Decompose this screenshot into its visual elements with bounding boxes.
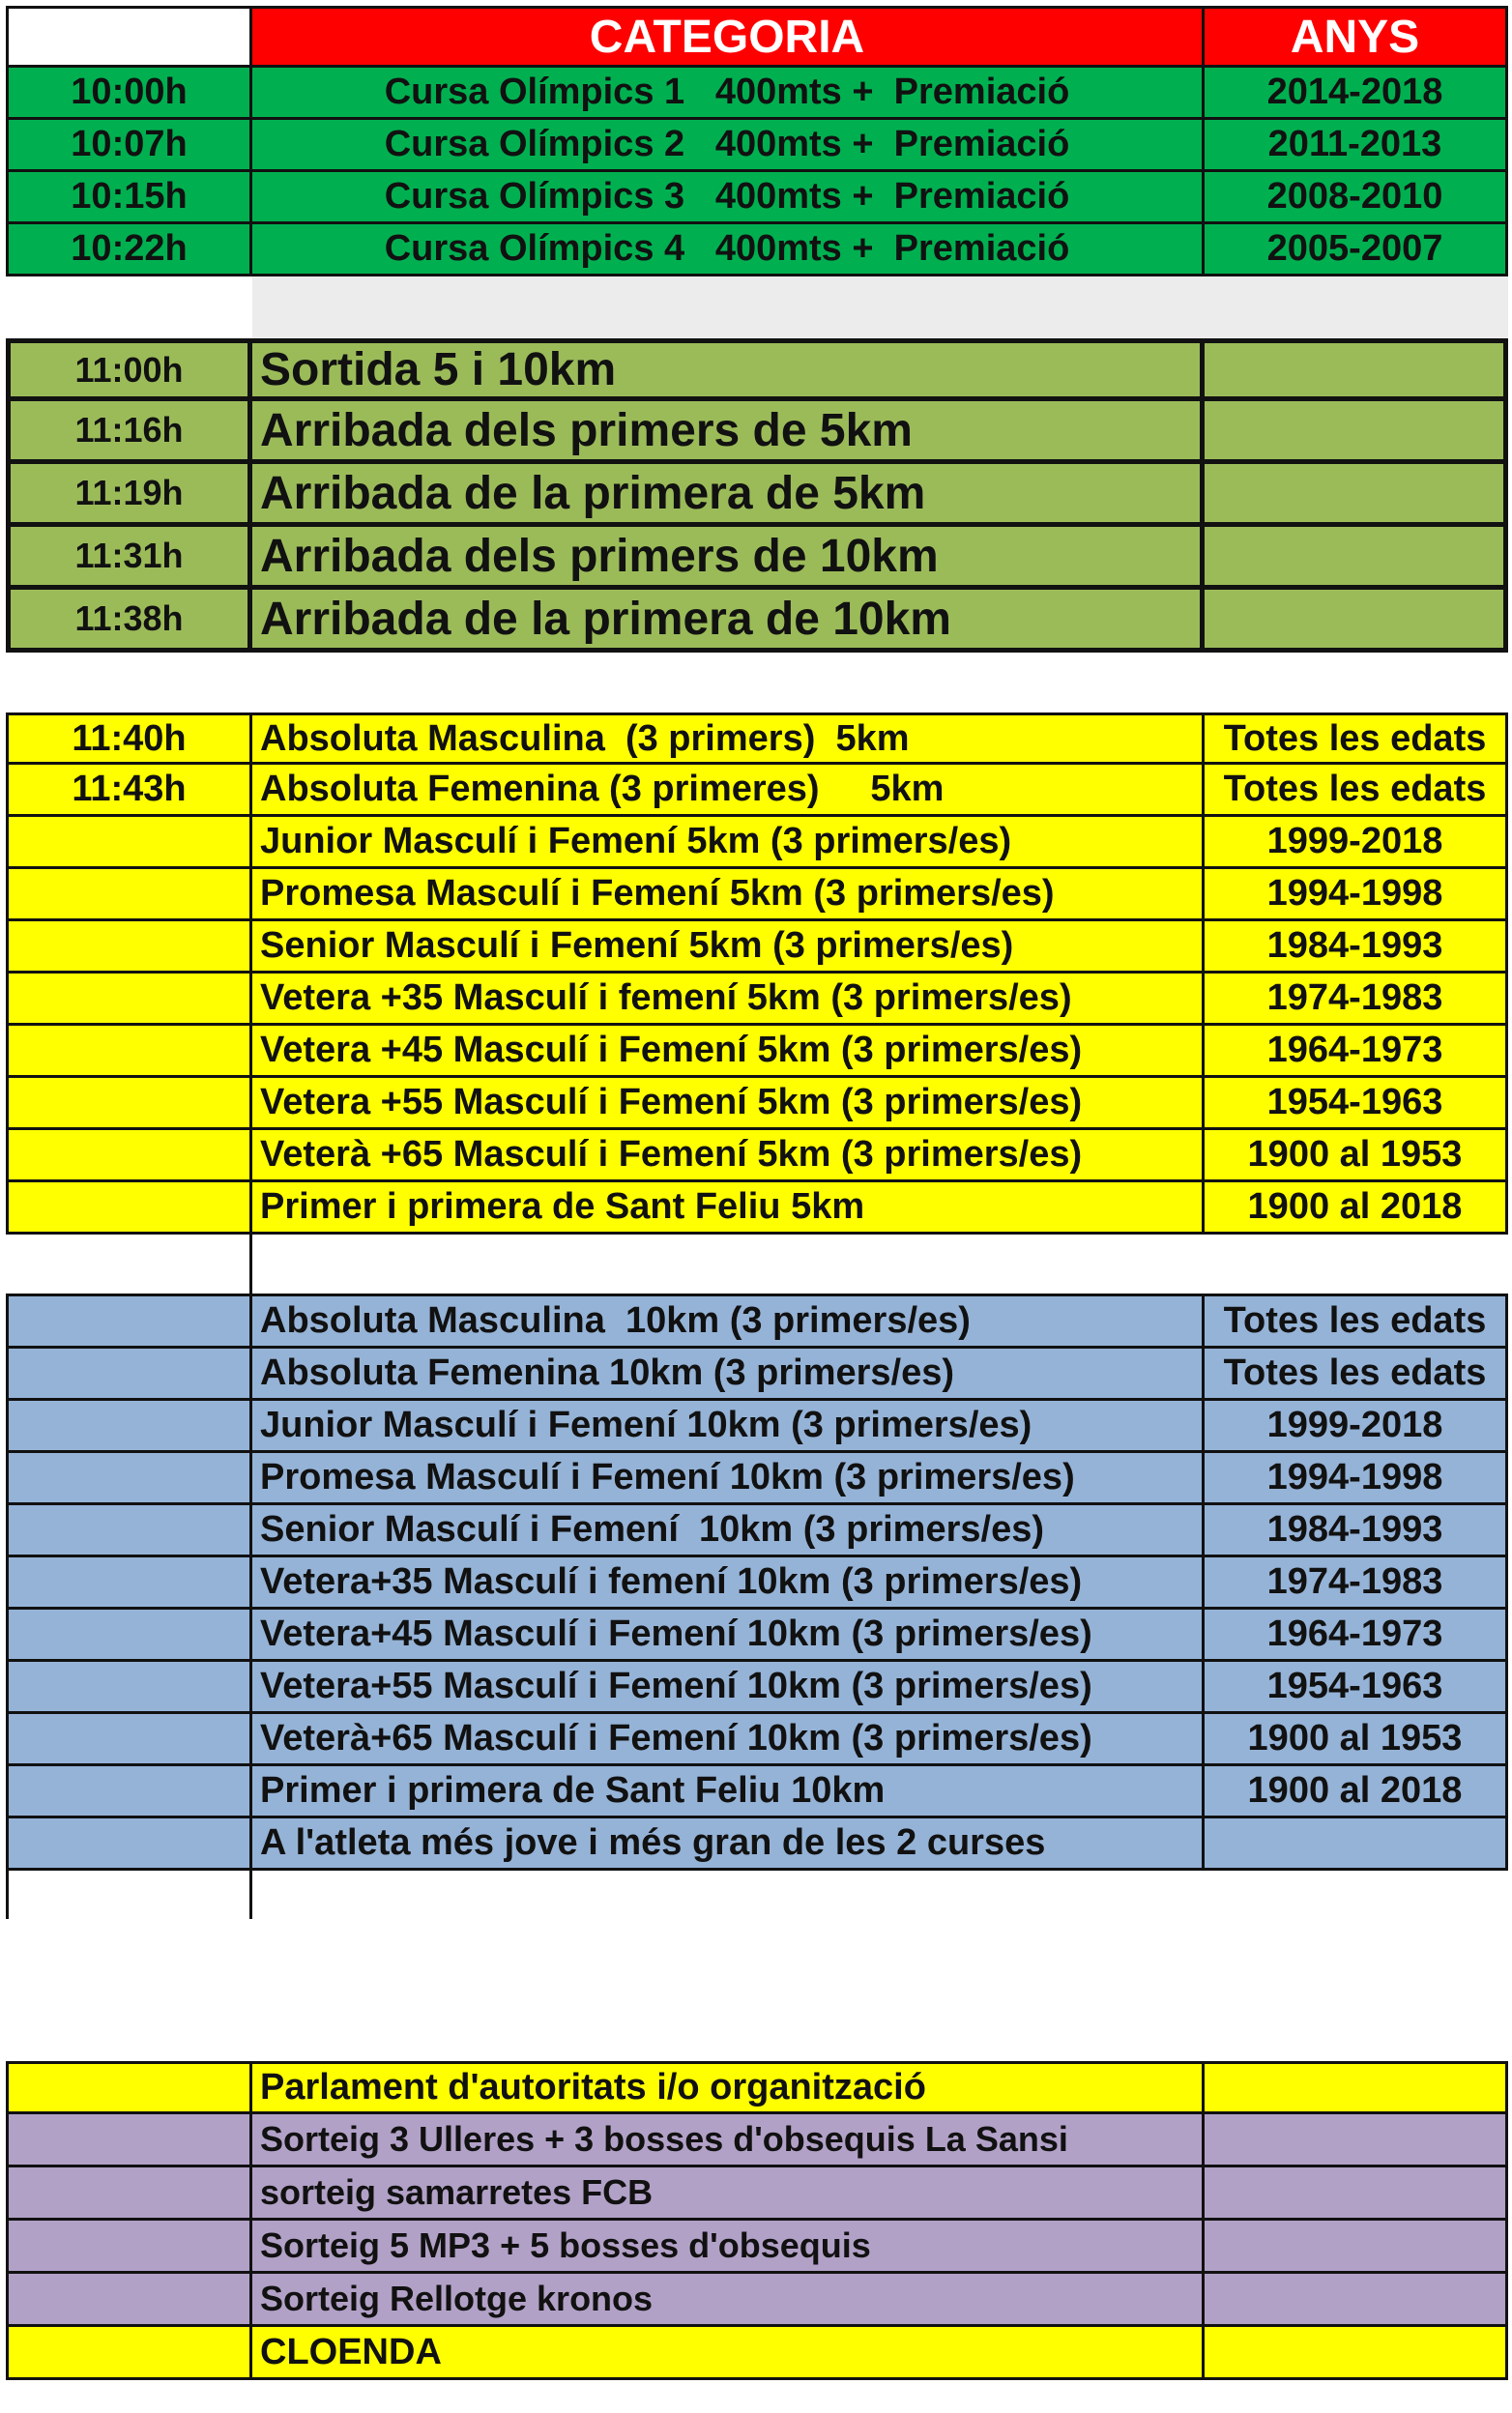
years-cell: 1900 al 2018 <box>1205 1182 1508 1232</box>
header-row <box>6 6 1508 68</box>
empty-cell <box>1205 2064 1508 2111</box>
time-cell <box>6 1296 252 1346</box>
years-cell: 2011-2013 <box>1205 120 1508 169</box>
time-cell <box>6 974 252 1023</box>
category-cell: Absoluta Masculina (3 primers) 5km <box>252 715 1205 762</box>
time-cell <box>6 1401 252 1450</box>
time-cell <box>6 1662 252 1711</box>
years-cell: 1999-2018 <box>1205 817 1508 866</box>
category-cell: Absoluta Masculina 10km (3 primers/es) <box>252 1296 1205 1346</box>
divider-line <box>6 1871 9 1919</box>
time-cell: 10:22h <box>6 224 252 274</box>
time-cell: 11:40h <box>6 715 252 762</box>
section-gap <box>6 1871 1508 1919</box>
divider-line <box>249 1871 252 1919</box>
event-cell: Sortida 5 i 10km <box>252 343 1205 396</box>
time-cell <box>6 1349 252 1398</box>
closing-row <box>6 2221 1508 2274</box>
years-cell: 1900 al 1953 <box>1205 1130 1508 1179</box>
empty-cell <box>1205 527 1508 585</box>
empty-cell <box>1205 2221 1508 2271</box>
time-cell: 10:15h <box>6 172 252 221</box>
category-cell: Vetera +55 Masculí i Femení 5km (3 primers/es) <box>252 1078 1205 1127</box>
award-5km-row <box>6 1130 1508 1182</box>
years-cell: Totes les edats <box>1205 765 1508 814</box>
award-10km-row <box>6 1610 1508 1662</box>
time-cell <box>6 1078 252 1127</box>
category-cell: Promesa Masculí i Femení 5km (3 primers/es) <box>252 869 1205 918</box>
years-cell: Totes les edats <box>1205 1296 1508 1346</box>
time-cell <box>6 2064 252 2111</box>
award-10km-row <box>6 1662 1508 1714</box>
time-cell <box>6 1766 252 1816</box>
years-cell: 1900 al 2018 <box>1205 1766 1508 1816</box>
time-cell <box>6 1130 252 1179</box>
award-10km-row <box>6 1505 1508 1557</box>
time-cell <box>6 1453 252 1502</box>
time-cell <box>6 1610 252 1659</box>
award-5km-row <box>6 921 1508 974</box>
years-cell: 1984-1993 <box>1205 1505 1508 1555</box>
empty-cell <box>1205 464 1508 522</box>
event-cell: Arribada de la primera de 10km <box>252 590 1205 648</box>
award-10km-row <box>6 1714 1508 1766</box>
years-cell: 1900 al 1953 <box>1205 1714 1508 1763</box>
years-cell: 1964-1973 <box>1205 1026 1508 1075</box>
spacer-row <box>6 1235 1508 1296</box>
award-10km-row <box>6 1401 1508 1453</box>
time-cell: 11:16h <box>6 401 252 459</box>
years-cell: 1994-1998 <box>1205 1453 1508 1502</box>
empty-cell <box>1205 401 1508 459</box>
award-5km-row <box>6 869 1508 921</box>
award-5km-row <box>6 1026 1508 1078</box>
closing-row <box>6 2327 1508 2380</box>
event-cell: Arribada dels primers de 5km <box>252 401 1205 459</box>
category-cell: Vetera +35 Masculí i femení 5km (3 primers/es) <box>252 974 1205 1023</box>
olympic-row <box>6 172 1508 224</box>
header-years: ANYS <box>1205 9 1508 65</box>
years-cell: 1994-1998 <box>1205 869 1508 918</box>
category-cell: Cursa Olímpics 2 400mts + Premiació <box>252 120 1205 169</box>
years-cell: 1974-1983 <box>1205 974 1508 1023</box>
closing-item: Sorteig 3 Ulleres + 3 bosses d'obsequis La Sansi <box>252 2114 1205 2165</box>
years-cell: 2005-2007 <box>1205 224 1508 274</box>
main-race-row <box>6 338 1508 401</box>
category-cell: A l'atleta més jove i més gran de les 2 curses <box>252 1818 1205 1868</box>
closing-row <box>6 2167 1508 2221</box>
category-cell: Vetera+35 Masculí i femení 10km (3 primers/es) <box>252 1557 1205 1607</box>
award-5km-row <box>6 1182 1508 1235</box>
header-category: CATEGORIA <box>252 9 1205 65</box>
category-cell: Vetera+45 Masculí i Femení 10km (3 primers/es) <box>252 1610 1205 1659</box>
empty-cell <box>1205 590 1508 648</box>
award-10km-row <box>6 1349 1508 1401</box>
years-cell: 2014-2018 <box>1205 68 1508 117</box>
time-cell <box>6 2114 252 2165</box>
event-cell: Arribada de la primera de 5km <box>252 464 1205 522</box>
time-cell: 11:19h <box>6 464 252 522</box>
time-cell: 11:43h <box>6 765 252 814</box>
section-gap <box>6 1919 1508 2061</box>
time-cell <box>6 1557 252 1607</box>
schedule-table <box>6 6 1508 2380</box>
award-5km-row <box>6 712 1508 765</box>
section-gap <box>6 653 1508 712</box>
empty-cell <box>1205 2114 1508 2165</box>
time-cell: 10:00h <box>6 68 252 117</box>
olympic-row <box>6 120 1508 172</box>
time-cell <box>6 817 252 866</box>
empty-cell <box>1205 2274 1508 2324</box>
category-cell: Vetera+55 Masculí i Femení 10km (3 primers/es) <box>252 1662 1205 1711</box>
category-cell: Veterà+65 Masculí i Femení 10km (3 primers/es) <box>252 1714 1205 1763</box>
time-cell <box>6 2274 252 2324</box>
years-cell: 1964-1973 <box>1205 1610 1508 1659</box>
time-cell <box>6 1182 252 1232</box>
award-5km-row <box>6 1078 1508 1130</box>
category-cell: Absoluta Femenina (3 primeres) 5km <box>252 765 1205 814</box>
category-cell: Junior Masculí i Femení 5km (3 primers/es) <box>252 817 1205 866</box>
time-cell: 10:07h <box>6 120 252 169</box>
category-cell: Veterà +65 Masculí i Femení 5km (3 primers/es) <box>252 1130 1205 1179</box>
time-cell <box>6 1505 252 1555</box>
main-race-row <box>6 590 1508 653</box>
category-cell: Cursa Olímpics 1 400mts + Premiació <box>252 68 1205 117</box>
main-race-row <box>6 464 1508 527</box>
category-cell: Cursa Olímpics 4 400mts + Premiació <box>252 224 1205 274</box>
category-cell: Junior Masculí i Femení 10km (3 primers/es) <box>252 1401 1205 1450</box>
time-cell <box>6 1026 252 1075</box>
time-cell <box>6 2221 252 2271</box>
years-cell: Totes les edats <box>1205 1349 1508 1398</box>
years-cell: 1954-1963 <box>1205 1078 1508 1127</box>
award-5km-row <box>6 765 1508 817</box>
empty-cell <box>1205 343 1508 396</box>
closing-item: CLOENDA <box>252 2327 1205 2377</box>
time-cell <box>6 2167 252 2218</box>
main-race-row <box>6 527 1508 590</box>
award-10km-row <box>6 1818 1508 1871</box>
category-cell: Cursa Olímpics 3 400mts + Premiació <box>252 172 1205 221</box>
closing-row <box>6 2061 1508 2114</box>
time-cell <box>6 1818 252 1868</box>
years-cell <box>1205 1818 1508 1868</box>
award-10km-row <box>6 1453 1508 1505</box>
time-cell: 11:31h <box>6 527 252 585</box>
years-cell: Totes les edats <box>1205 715 1508 762</box>
category-cell: Promesa Masculí i Femení 10km (3 primers/es) <box>252 1453 1205 1502</box>
closing-item: Parlament d'autoritats i/o organització <box>252 2064 1205 2111</box>
category-cell: Primer i primera de Sant Feliu 10km <box>252 1766 1205 1816</box>
category-cell: Primer i primera de Sant Feliu 5km <box>252 1182 1205 1232</box>
award-5km-row <box>6 974 1508 1026</box>
time-cell <box>6 1714 252 1763</box>
time-cell: 11:00h <box>6 343 252 396</box>
years-cell: 1984-1993 <box>1205 921 1508 971</box>
closing-item: Sorteig 5 MP3 + 5 bosses d'obsequis <box>252 2221 1205 2271</box>
time-cell <box>6 2327 252 2377</box>
award-10km-row <box>6 1766 1508 1818</box>
years-cell: 2008-2010 <box>1205 172 1508 221</box>
category-cell: Senior Masculí i Femení 5km (3 primers/es) <box>252 921 1205 971</box>
spacer-cell <box>6 1235 252 1294</box>
award-5km-row <box>6 817 1508 869</box>
award-10km-row <box>6 1296 1508 1349</box>
olympic-row <box>6 68 1508 120</box>
closing-item: Sorteig Rellotge kronos <box>252 2274 1205 2324</box>
empty-cell <box>1205 2167 1508 2218</box>
olympic-row <box>6 224 1508 276</box>
gap-shade <box>252 276 1508 338</box>
main-race-row <box>6 401 1508 464</box>
category-cell: Absoluta Femenina 10km (3 primers/es) <box>252 1349 1205 1398</box>
event-cell: Arribada dels primers de 10km <box>252 527 1205 585</box>
category-cell: Vetera +45 Masculí i Femení 5km (3 primers/es) <box>252 1026 1205 1075</box>
award-10km-row <box>6 1557 1508 1610</box>
category-cell: Senior Masculí i Femení 10km (3 primers/es) <box>252 1505 1205 1555</box>
empty-cell <box>1205 2327 1508 2377</box>
closing-row <box>6 2274 1508 2327</box>
closing-item: sorteig samarretes FCB <box>252 2167 1205 2218</box>
time-cell <box>6 869 252 918</box>
time-cell <box>6 921 252 971</box>
years-cell: 1999-2018 <box>1205 1401 1508 1450</box>
time-cell: 11:38h <box>6 590 252 648</box>
years-cell: 1954-1963 <box>1205 1662 1508 1711</box>
section-gap <box>6 276 1508 338</box>
header-time-cell <box>6 9 252 65</box>
closing-row <box>6 2114 1508 2167</box>
years-cell: 1974-1983 <box>1205 1557 1508 1607</box>
